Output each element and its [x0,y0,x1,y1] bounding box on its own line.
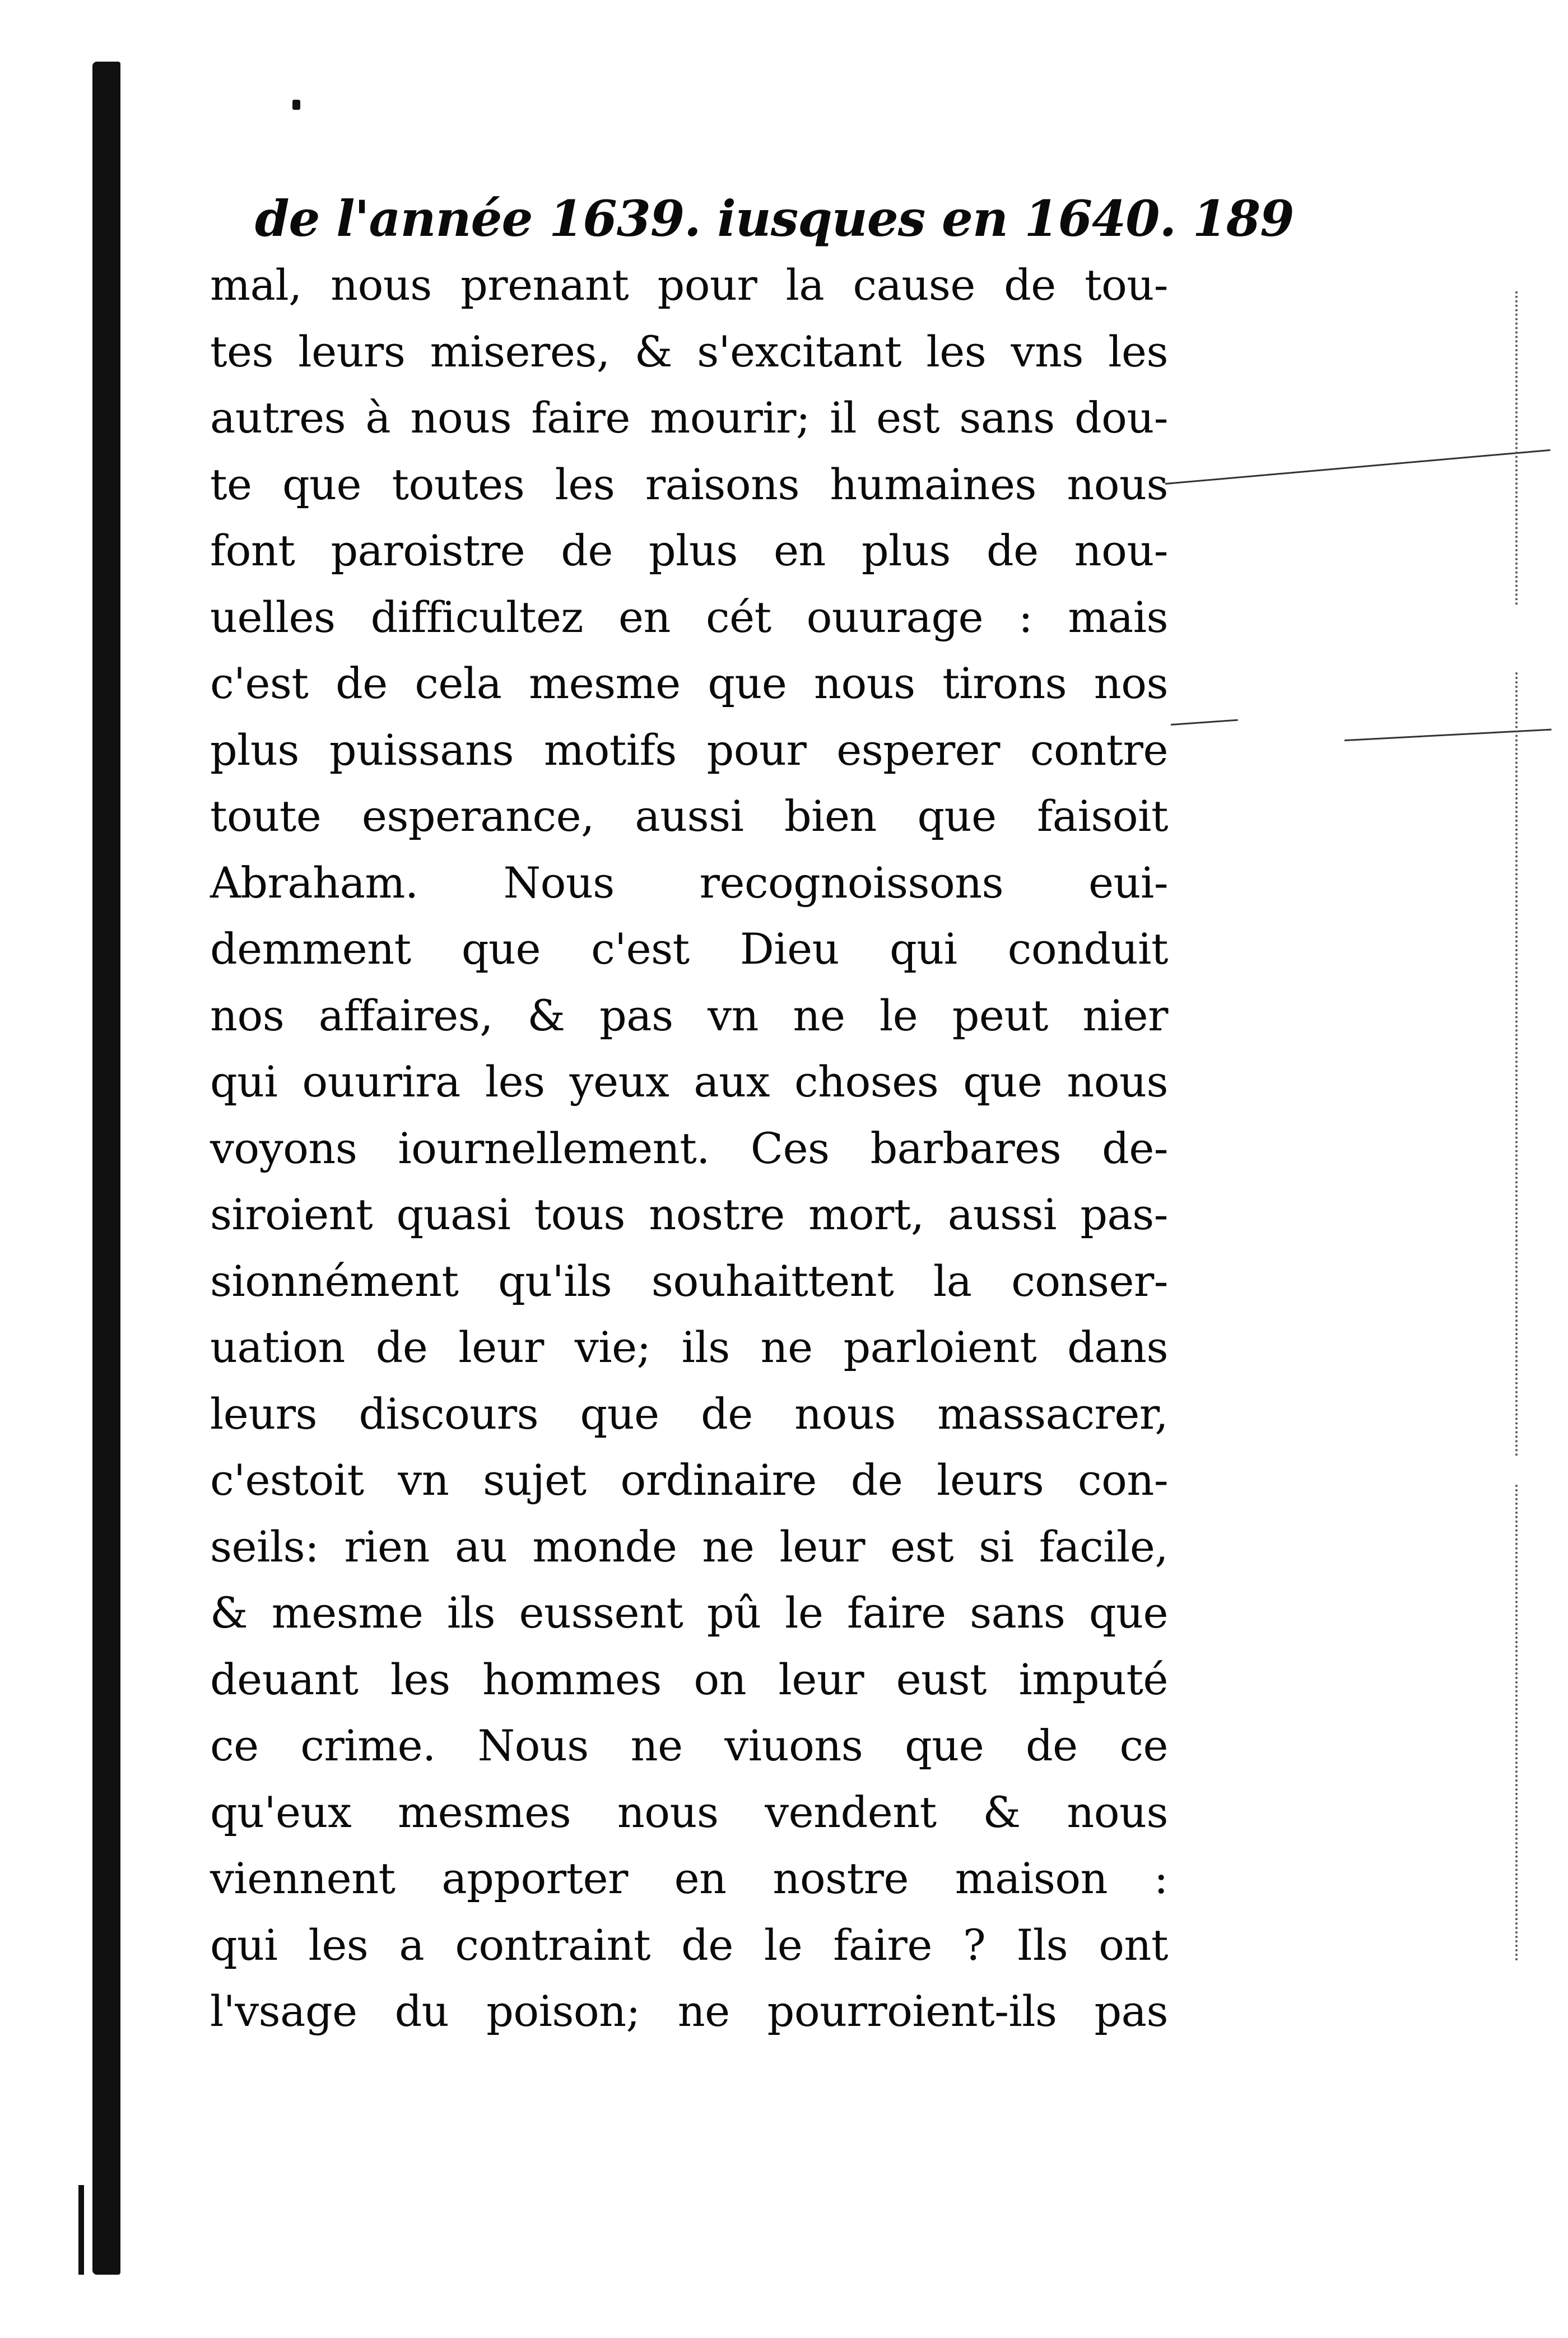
text-line: plus puissans motifs pour esperer contre [210,724,1168,775]
ink-speck [292,100,300,110]
text-line: tes leurs miseres, & s'excitant les vns les [210,326,1168,377]
text-line: sionnément qu'ils souhaittent la conser- [210,1256,1168,1306]
text-line: toute esperance, aussi bien que faisoit [210,791,1168,841]
text-line: nos affaires, & pas vn ne le peut nier [210,990,1168,1040]
text-line: deuant les hommes on leur eust imputé [210,1654,1168,1704]
text-line: uelles difficultez en cét ouurage : mais [210,592,1168,642]
text-block [210,185,1294,2045]
text-line: & mesme ils eussent pû le faire sans que [210,1588,1168,1638]
text-line: l'vsage du poison; ne pourroient-ils pas [210,1986,1168,2036]
text-line: voyons iournellement. Ces barbares de- [210,1123,1168,1173]
text-line: font paroistre de plus en plus de nou- [210,526,1168,575]
text-line: c'est de cela mesme que nous tirons nos [210,658,1168,708]
text-line: te que toutes les raisons humaines nous [210,459,1168,509]
margin-mark [1165,449,1551,485]
text-line: viennent apporter en nostre maison : [210,1853,1168,1903]
margin-mark [1171,719,1238,726]
running-head: de l'année 1639. iusques en 1640. 189 [255,189,1294,248]
text-line: ce crime. Nous ne viuons que de ce [210,1721,1168,1770]
text-line: qu'eux mesmes nous vendent & nous [210,1787,1168,1837]
text-line: seils: rien au monde ne leur est si facile, [210,1521,1168,1572]
binding-edge [78,2185,84,2275]
text-line: c'estoit vn sujet ordinaire de leurs con- [210,1455,1168,1505]
margin-dots [1515,672,1521,1457]
text-line: siroient quasi tous nostre mort, aussi pas- [210,1189,1168,1239]
margin-dots [1515,291,1521,605]
text-line: Abraham. Nous recognoissons eui- [210,857,1168,908]
text-line: mal, nous prenant pour la cause de tou- [210,260,1168,310]
text-line: qui ouurira les yeux aux choses que nous [210,1057,1168,1107]
text-line: uation de leur vie; ils ne parloient dans [210,1322,1168,1372]
text-line: leurs discours que de nous massacrer, [210,1388,1168,1439]
text-line: demment que c'est Dieu qui conduit [210,924,1168,974]
binding-shadow [92,62,120,2275]
text-line: autres à nous faire mourir; il est sans dou- [210,393,1168,443]
margin-dots [1515,1485,1521,1961]
text-line: qui les a contraint de le faire ? Ils ont [210,1919,1168,1970]
